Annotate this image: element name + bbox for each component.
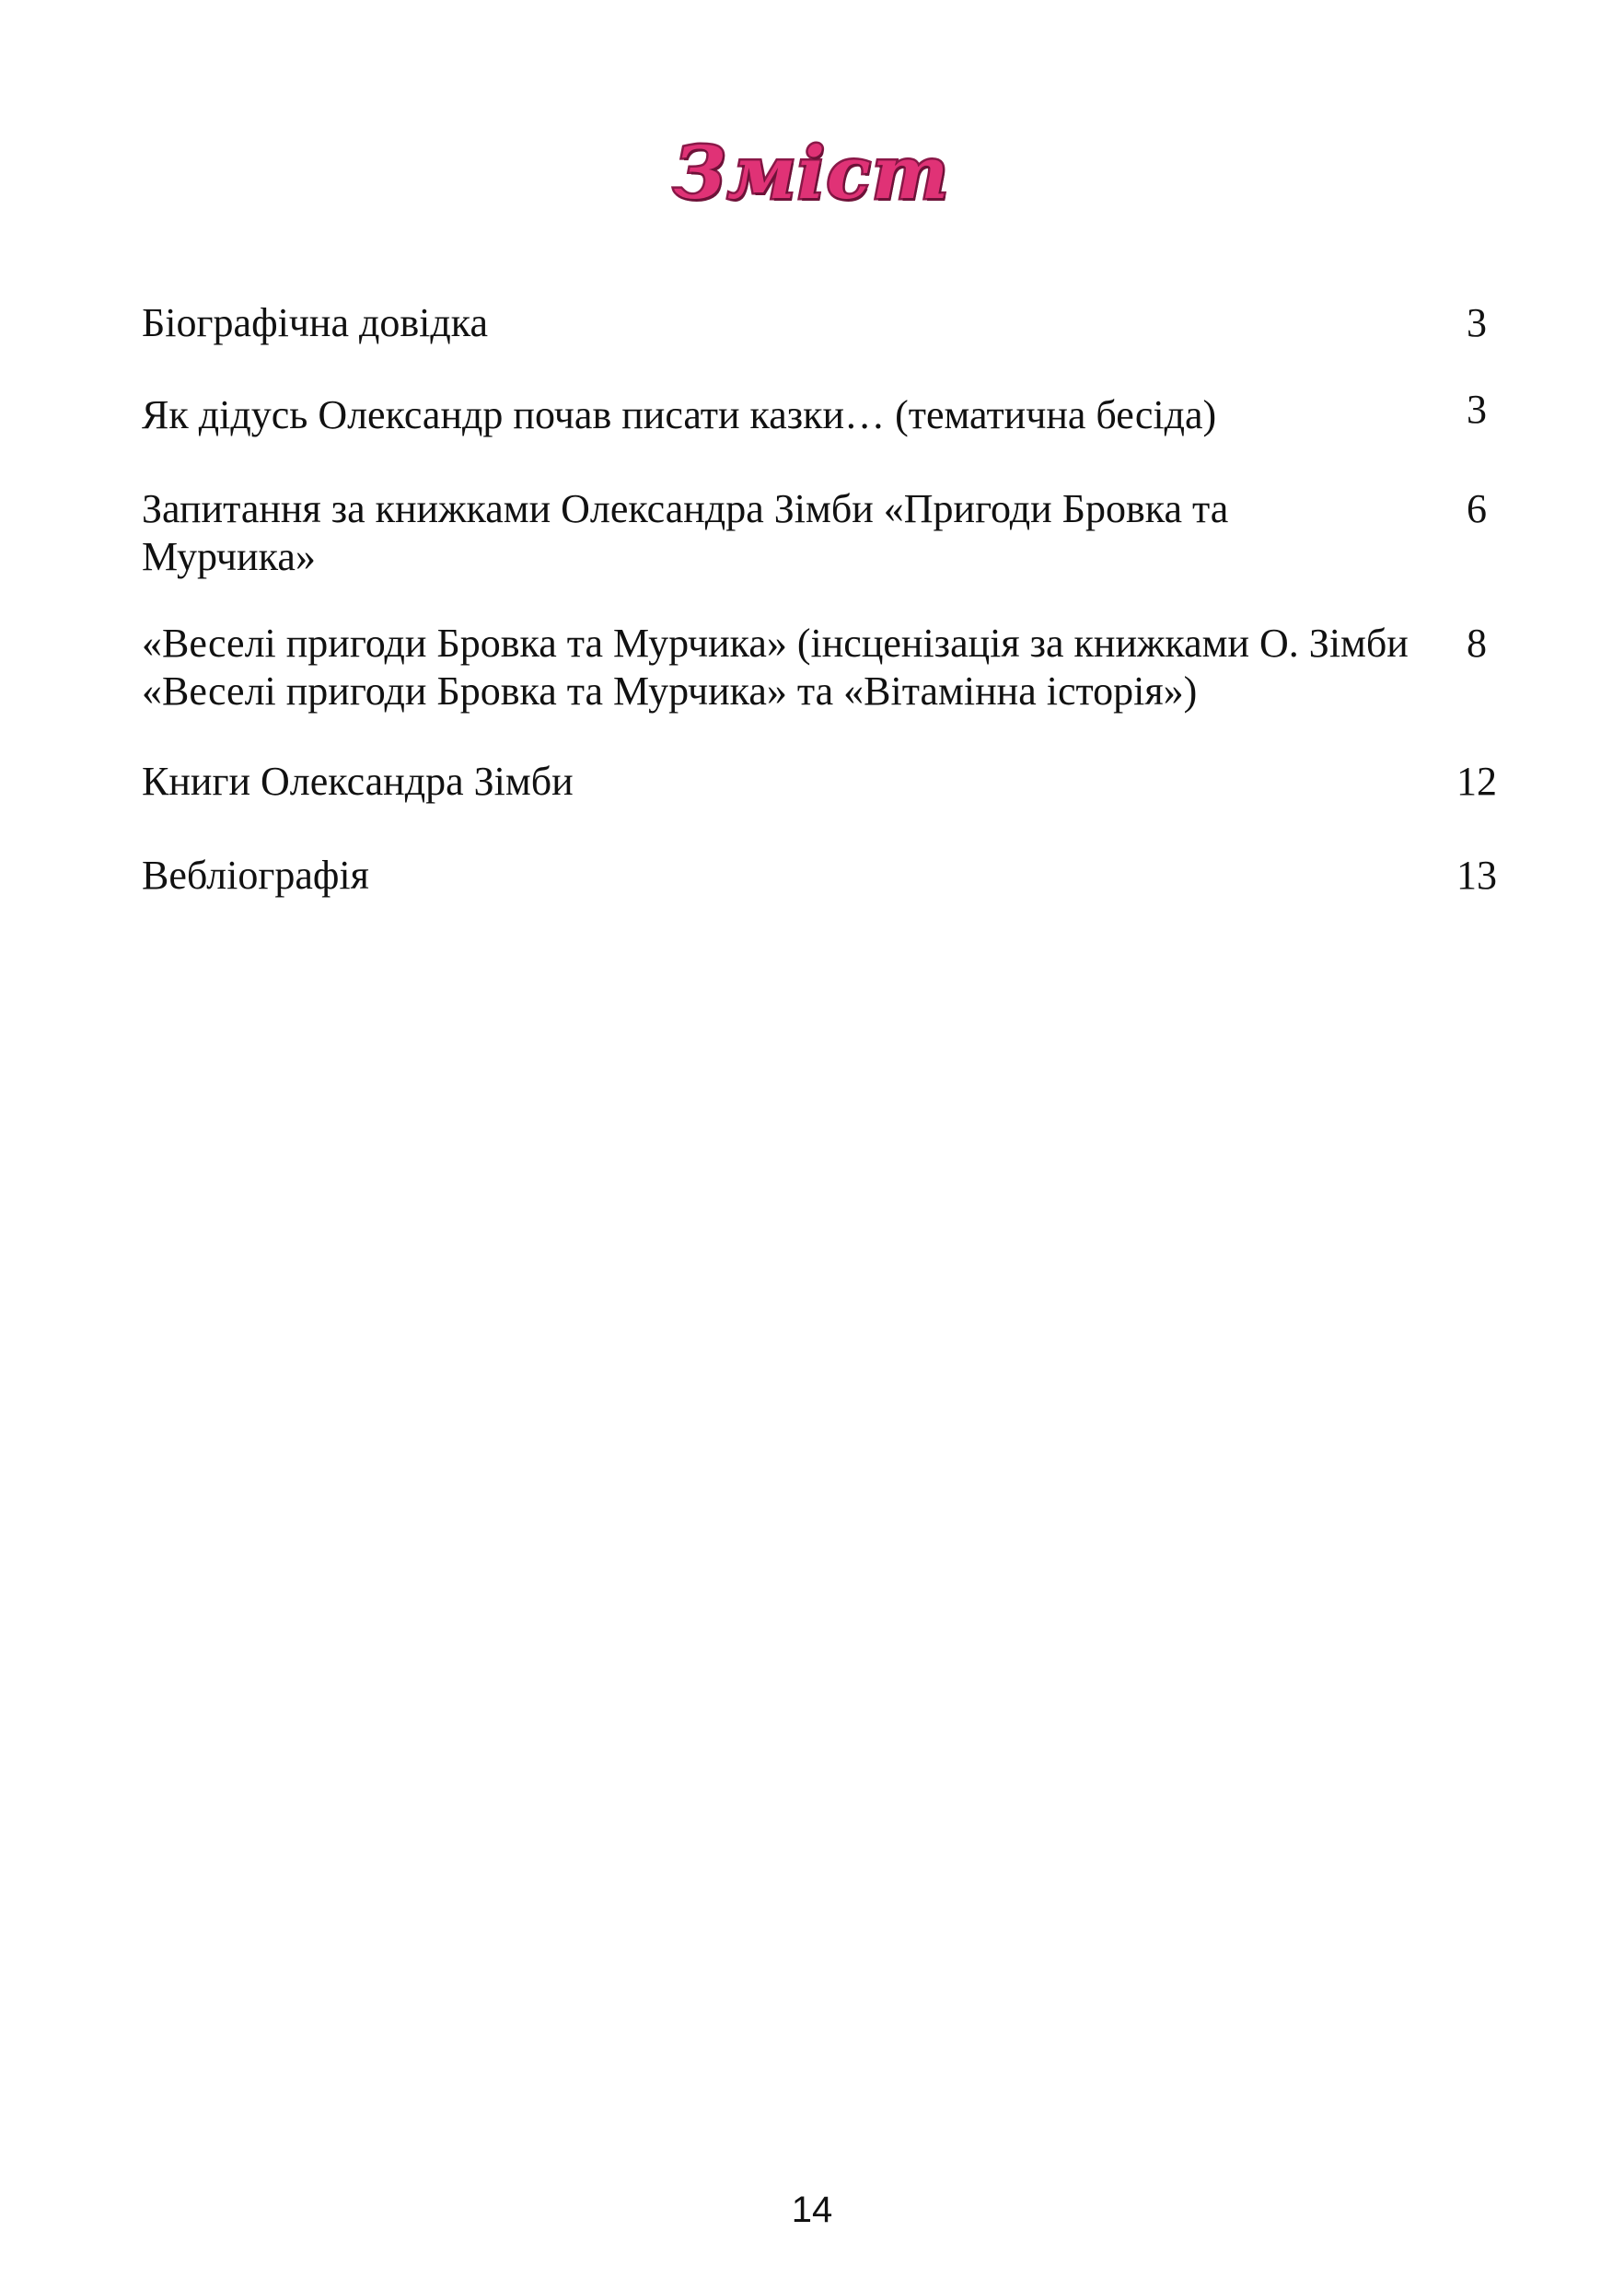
toc-entry-title: Біографічна довідка [142, 300, 489, 345]
toc-entry[interactable] [142, 299, 1514, 347]
toc-entry-title: «Веселі пригоди Бровка та Мурчика» (інсценізація за книжками О. Зімби «Веселі пригоди Бровка та Мурчика» та «Вітамінна історія») [142, 621, 1409, 714]
page-title: Зміст [673, 132, 951, 215]
toc-entry[interactable] [142, 387, 1514, 439]
table-of-contents [142, 299, 1514, 946]
toc-entry[interactable] [142, 485, 1514, 581]
toc-entry-page: 3 [1467, 300, 1487, 345]
toc-entry-title: Книги Олександра Зімби [142, 759, 574, 804]
toc-entry-title: Вебліографія [142, 853, 369, 898]
toc-entry-page: 13 [1456, 853, 1497, 898]
toc-entry-page: 12 [1456, 759, 1497, 804]
toc-entry[interactable] [142, 620, 1514, 715]
toc-entry[interactable] [142, 758, 1514, 806]
title-container [0, 132, 1624, 215]
toc-entry-page: 3 [1467, 387, 1487, 432]
page-number: 14 [791, 2190, 833, 2230]
toc-entry-title: Як дідусь Олександр почав писати казки… (тематична бесіда) [142, 392, 1217, 437]
toc-entry-title: Запитання за книжками Олександра Зімби «Пригоди Бровка та Мурчика» [142, 486, 1229, 579]
toc-entry[interactable] [142, 852, 1514, 900]
toc-entry-page: 6 [1467, 486, 1487, 531]
toc-entry-page: 8 [1467, 621, 1487, 666]
